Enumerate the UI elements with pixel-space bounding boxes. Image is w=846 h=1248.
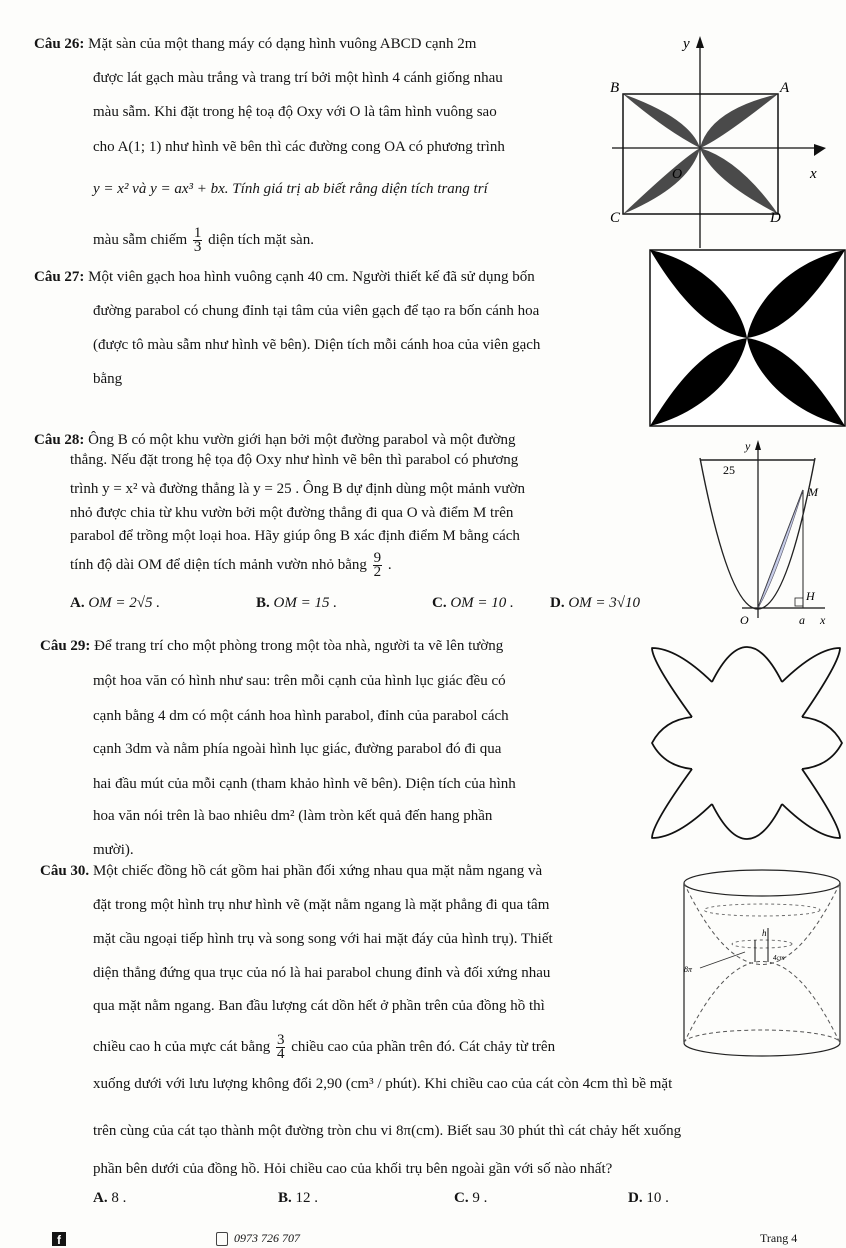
question-29-line-1: Câu 29: Để trang trí cho một phòng trong một tòa nhà, người ta vẽ lên tường	[40, 638, 504, 654]
question-29-label: Câu 29:	[40, 638, 91, 654]
q28-tick-25: 25	[723, 463, 735, 477]
q28-origin: O	[740, 613, 749, 627]
question-30-line-3: mặt cầu ngoại tiếp hình trụ và song song với hai mặt đáy của hình trụ). Thiết	[93, 931, 553, 947]
question-26-line-1: Câu 26: Mặt sàn của một thang máy có dạng hình vuông ABCD cạnh 2m	[34, 36, 477, 52]
question-28-label: Câu 28:	[34, 432, 85, 448]
q28-option-d[interactable]: D. OM = 3√10	[550, 595, 641, 611]
question-30-line-5: qua mặt nằm ngang. Ban đầu lượng cát dồn hết ở phần trên của đồng hồ thì	[93, 998, 545, 1014]
question-27-line-4: bằng	[93, 371, 123, 387]
question-29-line-2: một hoa văn có hình như sau: trên mỗi cạnh của hình lục giác đều có	[93, 673, 506, 689]
question-28-line-5: parabol để trồng một loại hoa. Hãy giúp ông B xác định điểm M bằng cách	[70, 528, 520, 544]
q28-axis-y: y	[745, 439, 751, 453]
q26-axis-y: y	[683, 36, 690, 52]
q26-point-d: D	[770, 210, 781, 226]
question-30-line-8: trên cùng của cát tạo thành một đường tròn chu vi 8π(cm). Biết sau 30 phút thì cát chảy hết xuống	[93, 1123, 682, 1139]
question-28-line-4: nhỏ được chia từ khu vườn bởi một đường thẳng đi qua O và điểm M trên	[70, 505, 514, 521]
question-26-line-6: màu sẫm chiếm $\frac{1}{3}$ diện tích mặt sàn.	[93, 225, 314, 255]
fraction-three-quarters: $\frac{3}{4}$	[276, 1032, 285, 1062]
q26-axis-x: x	[810, 166, 817, 182]
question-26-line-3: màu sẫm. Khi đặt trong hệ toạ độ Oxy với O là tâm hình vuông sao	[93, 104, 497, 120]
phone-icon	[216, 1232, 228, 1246]
question-30-line-4: diện thẳng đứng qua trục của nó là hai parabol chung đỉnh và đối xứng nhau	[93, 965, 551, 981]
question-29-line-4: cạnh 3dm và nằm phía ngoài hình lục giác, đường parabol đó đi qua	[93, 741, 502, 757]
footer-page-number: Trang 4	[760, 1231, 798, 1245]
question-30-line-7: xuống dưới với lưu lượng không đổi 2,90 (cm³ / phút). Khi chiều cao của cát còn 4cm thì bề mặt	[93, 1076, 673, 1092]
q30-option-d[interactable]: D. 10 .	[628, 1190, 669, 1206]
question-26-line-4: cho A(1; 1) như hình vẽ bên thì các đường cong OA có phương trình	[93, 139, 505, 155]
question-27-line-1: Câu 27: Một viên gạch hoa hình vuông cạnh 40 cm. Người thiết kế đã sử dụng bốn	[34, 269, 535, 285]
q30-label-8pi: 8π	[684, 965, 693, 974]
question-29-line-5: hai đầu mút của mỗi cạnh (tham khảo hình vẽ bên). Diện tích của hình	[93, 776, 516, 792]
question-29-line-7: mười).	[93, 842, 134, 858]
footer-phone: 0973 726 707	[234, 1231, 300, 1245]
q28-point-m: M	[808, 485, 818, 499]
question-28-line-2: thẳng. Nếu đặt trong hệ tọa độ Oxy như hình vẽ bên thì parabol có phương	[70, 452, 519, 468]
q30-label-4cm: 4cm	[773, 954, 785, 962]
q30-option-c[interactable]: C. 9 .	[454, 1190, 488, 1206]
q28-option-a[interactable]: A. OM = 2√5 .	[70, 595, 161, 611]
q26-point-a: A	[780, 80, 790, 96]
q30-option-b[interactable]: B. 12 .	[278, 1190, 319, 1206]
question-30-line-6: chiều cao h của mực cát bằng $\frac{3}{4}$ chiều cao của phần trên đó. Cát chảy từ trên	[93, 1032, 556, 1062]
q28-axis-x: x	[820, 613, 826, 627]
q26-origin: O	[672, 167, 683, 182]
q28-point-h: H	[806, 589, 815, 603]
q30-option-a[interactable]: A. 8 .	[93, 1190, 127, 1206]
question-30-line-9: phần bên dưới của đồng hồ. Hỏi chiều cao của khối trụ bên ngoài gần với số nào nhất?	[93, 1161, 613, 1177]
q28-option-c[interactable]: C. OM = 10 .	[432, 595, 514, 611]
question-27-label: Câu 27:	[34, 269, 85, 285]
fraction-one-third: $\frac{1}{3}$	[193, 225, 202, 255]
q26-point-b: B	[610, 80, 620, 96]
question-28-line-1: Câu 28: Ông B có một khu vườn giới hạn bởi một đường parabol và một đường	[34, 432, 516, 448]
question-28-line-6: tính độ dài OM để diện tích mảnh vườn nhỏ bằng $\frac{9}{2}$ .	[70, 550, 392, 580]
question-27-line-2: đường parabol có chung đỉnh tại tâm của viên gạch để tạo ra bốn cánh hoa	[93, 303, 540, 319]
q28-option-b[interactable]: B. OM = 15 .	[256, 595, 337, 611]
q28-point-a: a	[799, 613, 805, 627]
question-26-line-5: y = x² và y = ax³ + bx. Tính giá trị ab biết rằng diện tích trang trí	[93, 181, 488, 197]
page-footer	[0, 1230, 846, 1248]
question-29-line-3: cạnh bằng 4 dm có một cánh hoa hình parabol, đỉnh của parabol cách	[93, 708, 509, 724]
question-30-line-1: Câu 30. Một chiếc đồng hồ cát gồm hai phần đối xứng nhau qua mặt nằm ngang và	[40, 863, 543, 879]
fraction-nine-halves: $\frac{9}{2}$	[373, 550, 382, 580]
question-30-line-2: đặt trong một hình trụ như hình vẽ (mặt nằm ngang là mặt phẳng đi qua tâm	[93, 897, 550, 913]
facebook-icon: f	[52, 1232, 66, 1246]
question-26-label: Câu 26:	[34, 36, 85, 52]
question-26-line-2: được lát gạch màu trắng và trang trí bởi một hình 4 cánh giống nhau	[93, 70, 503, 86]
question-29-line-6: hoa văn nói trên là bao nhiêu dm² (làm tròn kết quả đến hang phần	[93, 808, 493, 824]
q30-label-h: h	[762, 928, 767, 938]
question-30-label: Câu 30.	[40, 863, 90, 879]
question-28-line-3: trình y = x² và đường thẳng là y = 25 . Ông B dự định dùng một mảnh vườn	[70, 481, 525, 497]
q26-point-c: C	[610, 210, 621, 226]
question-27-line-3: (được tô màu sẫm như hình vẽ bên). Diện tích mỗi cánh hoa của viên gạch	[93, 337, 541, 353]
